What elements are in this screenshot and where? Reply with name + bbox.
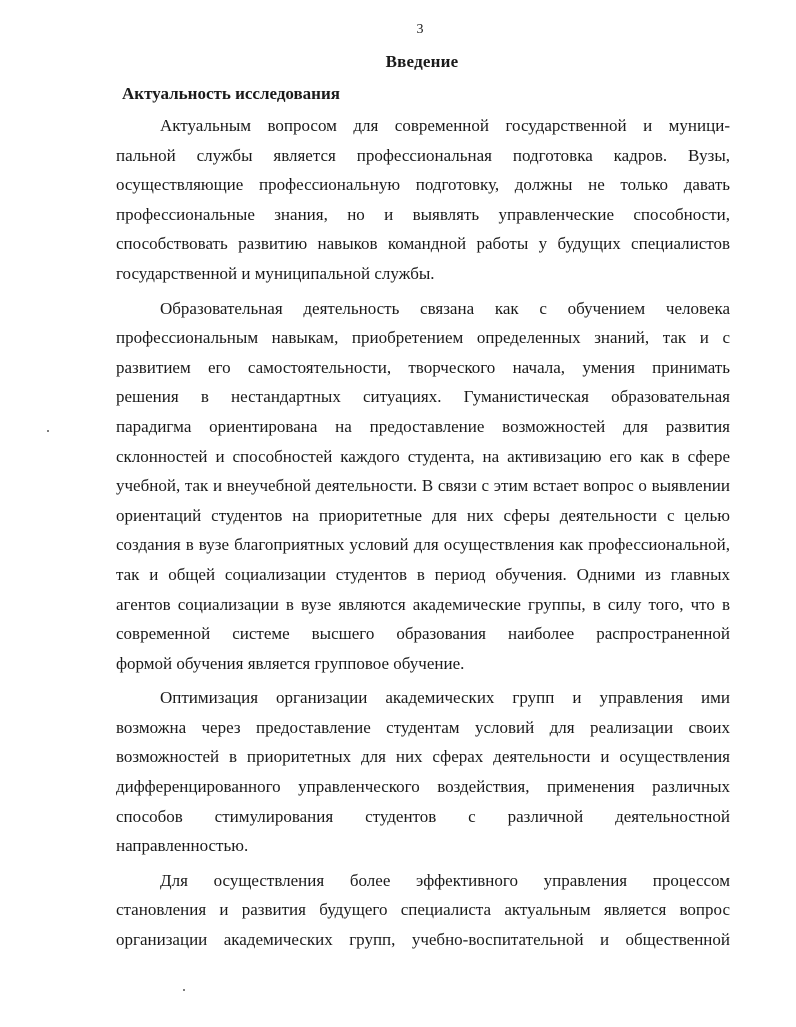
text-line: способствовать развитию навыков командной работы у будущих специалистов [116,234,730,254]
section-heading: Актуальность исследования [122,84,340,103]
text-line: создания в вузе благоприятных условий для осуществления как профессиональной, [116,535,730,555]
paragraph-3 [116,683,730,861]
text-line: становления и развития будущего специалиста актуальным является вопрос [116,900,730,920]
paragraph-1 [116,111,730,289]
text-line: пальной службы является профессиональная подготовка кадров. Вузы, [116,145,730,165]
text-line: осуществляющие профессиональную подготовку, должны не только давать [116,175,730,195]
body-text [116,111,730,960]
text-line: так и общей социализации студентов в период обучения. Одними из главных [116,564,730,584]
scan-speck [47,430,49,432]
text-line: парадигма ориентирована на предоставление возможностей для развития [116,416,730,436]
text-line: склонностей и способностей каждого студента, на активизацию его как в сфере [116,446,730,466]
text-line: возможностей в приоритетных для них сферах деятельности и осуществления [116,747,730,767]
text-line: дифференцированного управленческого воздействия, применения различных [116,777,730,797]
text-line: государственной и муниципальной службы. [116,263,435,283]
scan-speck [183,989,185,991]
text-line: профессиональным навыкам, приобретением определенных знаний, так и с [116,328,730,348]
paragraph-2 [116,294,730,679]
text-line: профессиональные знания, но и выявлять управленческие способности, [116,204,730,224]
text-line: современной системе высшего образования наиболее распространенной [116,624,730,644]
text-line: способов стимулирования студентов с различной деятельностной [116,806,730,826]
text-line: решения в нестандартных ситуациях. Гуманистическая образовательная [116,387,730,407]
text-line: Образовательная деятельность связана как с обучением человека [160,298,730,318]
text-line: Актуальным вопросом для современной государственной и муници- [160,116,730,135]
text-line: организации академических групп, учебно-воспитательной и общественной [116,930,730,950]
text-line: Оптимизация организации академических групп и управления ими [160,688,730,708]
text-line: возможна через предоставление студентам условий для реализации своих [116,717,730,737]
text-line: Для осуществления более эффективного управления процессом [160,870,730,890]
text-line: ориентаций студентов на приоритетные для них сферы деятельности с целью [116,505,730,525]
text-line: агентов социализации в вузе являются академические группы, в силу того, что в [116,594,730,614]
text-line: учебной, так и внеучебной деятельности. В связи с этим встает вопрос о выявлении [116,476,730,496]
paragraph-4 [116,866,730,955]
page-number: 3 [416,22,424,37]
text-line: развитием его самостоятельности, творческого начала, умения принимать [116,357,730,377]
page-title: Введение [385,52,459,71]
text-line: формой обучения является групповое обучение. [116,653,465,673]
text-line: направленностью. [116,836,249,856]
